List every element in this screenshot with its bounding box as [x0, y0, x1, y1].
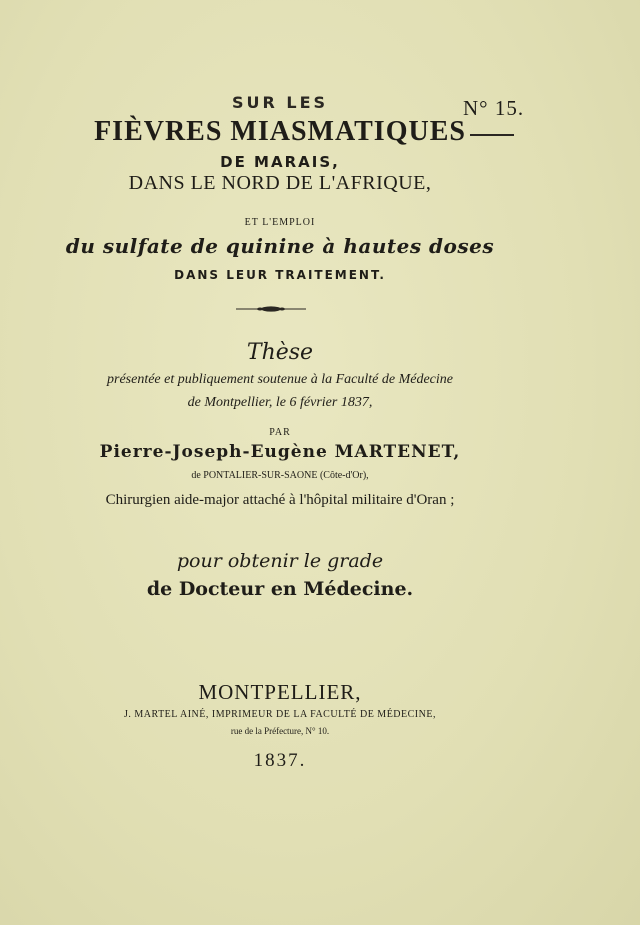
title-traitement: DANS LEUR TRAITEMENT. [174, 268, 386, 282]
presentation-line-1: présentée et publiquement soutenue à la Faculté de Médecine [107, 372, 453, 387]
imprint-year: 1837. [253, 750, 307, 771]
degree-docteur: de Docteur en Médecine. [146, 578, 414, 600]
title-de-marais: DE MARAIS, [220, 153, 340, 171]
title-sur-les: SUR LES [231, 93, 329, 112]
imprint-address: rue de la Préfecture, N° 10. [230, 726, 330, 736]
presentation-line-2: de Montpellier, le 6 février 1837, [187, 395, 373, 410]
degree-pour-obtenir: pour obtenir le grade [176, 550, 384, 572]
ornamental-rule [236, 306, 306, 312]
par-label: PAR [269, 427, 291, 438]
title-nord-afrique: DANS LE NORD DE L'AFRIQUE, [128, 172, 432, 194]
author-name: Pierre-Joseph-Eugène MARTENET, [99, 442, 461, 462]
author-origin: de PONTALIER-SUR-SAONE (Côte-d'Or), [191, 470, 369, 481]
imprint-city: MONTPELLIER, [198, 680, 362, 704]
title-et-l-emploi: ET L'EMPLOI [244, 217, 316, 228]
these-heading: Thèse [246, 340, 314, 365]
title-sulfate-quinine: du sulfate de quinine à hautes doses [65, 234, 495, 258]
imprint-printer: J. MARTEL AINÉ, IMPRIMEUR DE LA FACULTÉ DE MÉDECINE, [124, 709, 436, 720]
author-role: Chirurgien aide-major attaché à l'hôpital militaire d'Oran ; [105, 492, 455, 508]
main-title: FIÈVRES MIASMATIQUES [94, 116, 466, 147]
document-number: N° 15. [463, 96, 525, 120]
